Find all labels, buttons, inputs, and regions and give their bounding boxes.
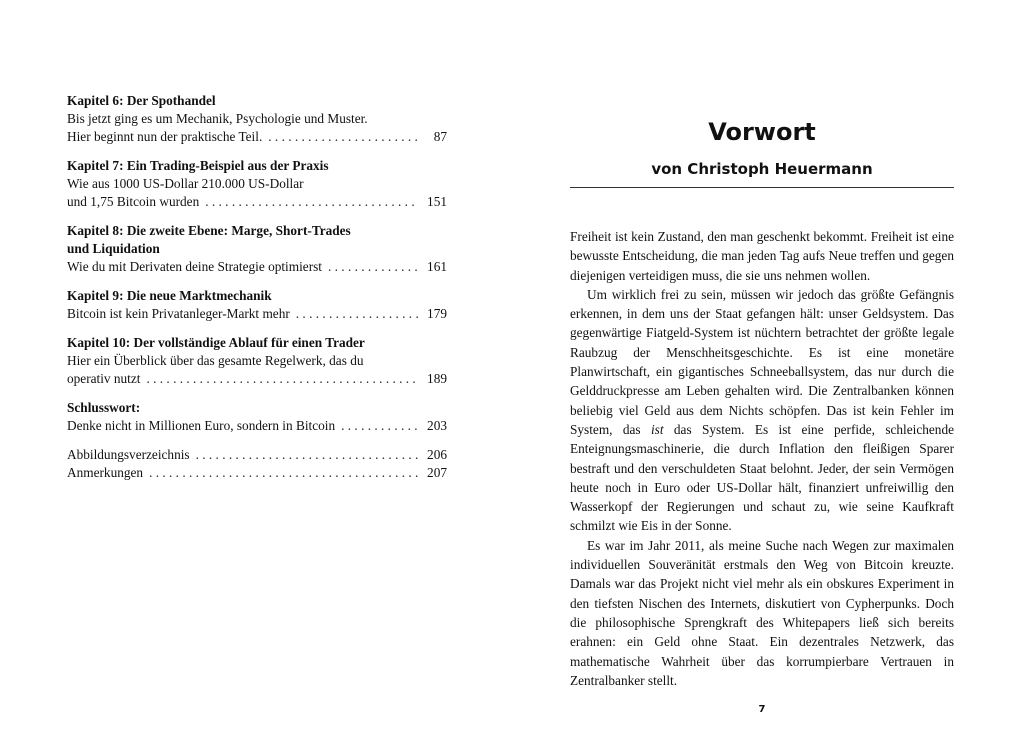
toc-leader-dots [149,464,419,482]
foreword-author: von Christoph Heuermann [651,160,873,178]
toc-page-number: 151 [427,194,447,209]
toc-line [67,305,447,323]
toc-page-number: 207 [427,465,447,480]
toc-entry-chapter-10 [67,334,447,388]
foreword-heading: Vorwort [708,118,816,146]
toc-entry-chapter-6 [67,92,447,146]
toc-description: und 1,75 Bitcoin wurden [67,194,200,209]
toc-line [67,417,447,435]
toc-leader-dots [328,258,419,276]
toc-line [67,193,447,211]
paragraph: Freiheit ist kein Zustand, den man geschenkt bekommt. Freiheit ist eine bewusste Entscheidung, die man jeden Tag aufs Neue treffen und gegen diejenigen verteidigen muss, die sie uns nehmen wollen. [570,229,954,283]
paragraph [570,285,954,536]
toc-line [67,128,447,146]
toc-chapter-title: Kapitel 6: Der Spothandel [67,93,216,108]
toc-description: Hier beginnt nun der praktische Teil. [67,129,263,144]
toc-entry-chapter-8 [67,222,447,276]
heading-divider [570,187,954,188]
paragraph-text: das System. Es ist eine perfide, schleichende Enteignungsmaschinerie, die durch Inflation den fleißigen Sparer bestraft und den verschuldeten Staat belohnt. Jeder, der sein Vermögen heute noch in Euro oder US-Dollar hält, finanziert unfreiwillig den Wasserkopf der Regierungen und schaut zu, wie seine Kaufkraft schmilzt wie Eis in der Sonne. [570,421,954,534]
toc-page-number: 161 [427,259,447,274]
toc-page-number: 189 [427,371,447,386]
toc-description: Bitcoin ist kein Privatanleger-Markt mehr [67,306,290,321]
emphasis: ist [650,421,664,437]
toc-leader-dots [146,370,419,388]
toc-entry-chapter-9 [67,287,447,323]
toc-line [67,258,447,276]
toc-page-number: 87 [433,129,447,144]
toc-description: Wie aus 1000 US-Dollar 210.000 US-Dollar [67,176,304,191]
toc-description: Denke nicht in Millionen Euro, sondern in Bitcoin [67,418,336,433]
toc-entry-abbildungsverzeichnis [67,446,447,464]
toc-entry-schlusswort [67,399,447,435]
toc-chapter-title: Kapitel 7: Ein Trading-Beispiel aus der Praxis [67,158,329,173]
toc-chapter-title: Kapitel 10: Der vollständige Ablauf für einen Trader [67,335,365,350]
toc-chapter-title: Kapitel 9: Die neue Marktmechanik [67,288,272,303]
page-number: 7 [758,704,766,715]
toc-leader-dots [296,305,419,323]
toc-description: Hier ein Überblick über das gesamte Regelwerk, das du [67,353,364,368]
toc-entry-anmerkungen [67,464,447,482]
toc-line [67,446,447,464]
table-of-contents [67,92,447,482]
foreword-body [570,227,954,690]
toc-description: operativ nutzt [67,371,141,386]
toc-leader-dots [205,193,419,211]
toc-entry-chapter-7 [67,157,447,211]
toc-description: Abbildungsverzeichnis [67,447,190,462]
toc-leader-dots [268,128,419,146]
toc-page-number: 179 [427,306,447,321]
toc-page-number: 206 [427,447,447,462]
toc-chapter-title: Schlusswort: [67,400,141,415]
toc-description: Bis jetzt ging es um Mechanik, Psychologie und Muster. [67,111,368,126]
toc-page-number: 203 [427,418,447,433]
toc-description: Anmerkungen [67,465,144,480]
paragraph: Es war im Jahr 2011, als meine Suche nach Wegen zur maximalen individuellen Souveränität erstmals den Weg von Bitcoin kreuzte. Damals war das Projekt nicht viel mehr als ein obskures Experiment in den tiefsten Nischen des Internets, diskutiert von Cypherpunks. Doch die philosophische Sprengkraft des Whitepapers ließ sich bereits erahnen: ein Geld ohne Staat. Ein dezentrales Netzwerk, das mathematische Wahrheit über das korrumpierbare Vertrauen in Zentralbanker stellt. [570,537,954,688]
paragraph-text: Um wirklich frei zu sein, müssen wir jedoch das größte Gefängnis erkennen, in dem uns der Staat gefangen hält: unser Geldsystem. Das gegenwärtige Fiatgeld-System ist nüchtern betrachtet der größte legale Raubzug der Menschheitsgeschichte. Es ist eine monetäre Planwirtschaft, ein gigantisches Schneeballsystem, das nur durch die Gelddruckpresse am Leben gehalten wird. Die Zentralbanken können beliebig viel Geld aus dem Nichts schöpfen. Das ist kein Fehler im System, das [570,286,954,437]
toc-description: Wie du mit Derivaten deine Strategie optimierst [67,259,322,274]
toc-leader-dots [341,417,419,435]
toc-leader-dots [196,446,419,464]
toc-chapter-title: Kapitel 8: Die zweite Ebene: Marge, Short-Trades [67,223,351,238]
toc-line [67,464,447,482]
toc-chapter-title: und Liquidation [67,241,160,256]
toc-line [67,370,447,388]
